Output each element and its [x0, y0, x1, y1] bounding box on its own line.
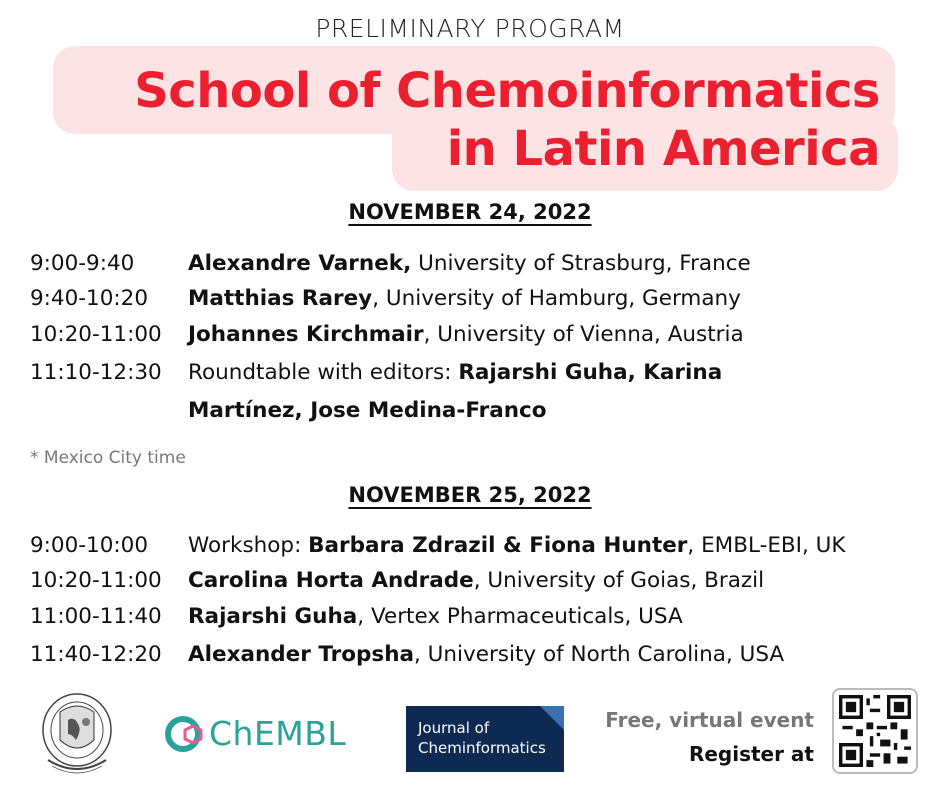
chembl-wordmark: ChEMBL — [209, 714, 347, 753]
schedule-row — [30, 246, 930, 282]
chembl-hexagon-icon — [165, 714, 205, 754]
register-label: Register at — [688, 742, 814, 766]
speaker-affiliation: , Vertex Pharmaceuticals, USA — [357, 604, 683, 629]
row-time: 9:40-10:20 — [30, 286, 148, 311]
row-time: 11:10-12:30 — [30, 360, 162, 385]
chembl-logo — [165, 712, 346, 754]
row-time: 9:00-10:00 — [30, 533, 148, 558]
speaker-affiliation: , University of Hamburg, Germany — [372, 286, 741, 311]
row-time: 10:20-11:00 — [30, 568, 162, 593]
schedule-row — [30, 599, 930, 635]
speaker-name: Alexandre Varnek, — [188, 251, 412, 276]
speaker-affiliation: , University of Vienna, Austria — [423, 322, 744, 347]
program-kicker: PRELIMINARY PROGRAM — [315, 14, 625, 43]
row-time: 9:00-9:40 — [30, 251, 135, 276]
unam-seal-logo — [38, 690, 116, 778]
speaker-affiliation: University of Strasburg, France — [411, 251, 751, 276]
schedule-row — [30, 528, 930, 564]
registration-qr-code[interactable] — [832, 688, 918, 774]
speaker-affiliation: , University of North Carolina, USA — [414, 642, 785, 667]
title-line-2: in Latin America — [446, 121, 880, 177]
title-line-1: School of Chemoinformatics — [134, 63, 880, 119]
free-event-label: Free, virtual event — [605, 708, 814, 732]
day1-date — [0, 200, 940, 224]
speaker-names: Rajarshi Guha, Karina — [458, 360, 723, 385]
row-time: 11:40-12:20 — [30, 642, 162, 667]
speaker-name: Matthias Rarey — [188, 286, 373, 311]
day1-date-text: NOVEMBER 24, 2022 — [348, 200, 592, 224]
speaker-affiliation: , University of Goias, Brazil — [473, 568, 765, 593]
session-prefix: Workshop: — [188, 533, 309, 558]
speaker-name: Johannes Kirchmair — [188, 322, 424, 347]
day2-date-text: NOVEMBER 25, 2022 — [348, 483, 592, 507]
speaker-name: Carolina Horta Andrade — [188, 568, 474, 593]
timezone-note: * Mexico City time — [30, 448, 186, 468]
schedule-row — [30, 317, 930, 353]
speaker-names: Martínez, Jose Medina-Franco — [188, 398, 547, 423]
schedule-row — [30, 281, 930, 317]
session-prefix: Roundtable with editors: — [188, 360, 459, 385]
schedule-row-continuation — [30, 393, 930, 429]
journal-title-line-1: Journal of — [418, 719, 490, 737]
day2-date — [0, 483, 940, 507]
schedule-row — [30, 637, 930, 673]
speaker-name: Barbara Zdrazil & Fiona Hunter — [308, 533, 688, 558]
page-title — [40, 62, 880, 178]
journal-corner-icon — [540, 706, 564, 730]
schedule-row — [30, 563, 930, 599]
speaker-name: Rajarshi Guha — [188, 604, 358, 629]
speaker-name: Alexander Tropsha — [188, 642, 415, 667]
row-time: 11:00-11:40 — [30, 604, 162, 629]
journal-logo — [406, 706, 564, 772]
qr-code-icon — [839, 695, 911, 767]
speaker-affiliation: , EMBL-EBI, UK — [687, 533, 846, 558]
row-time: 10:20-11:00 — [30, 322, 162, 347]
schedule-row — [30, 355, 930, 391]
journal-title-line-2: Cheminformatics — [418, 739, 546, 757]
